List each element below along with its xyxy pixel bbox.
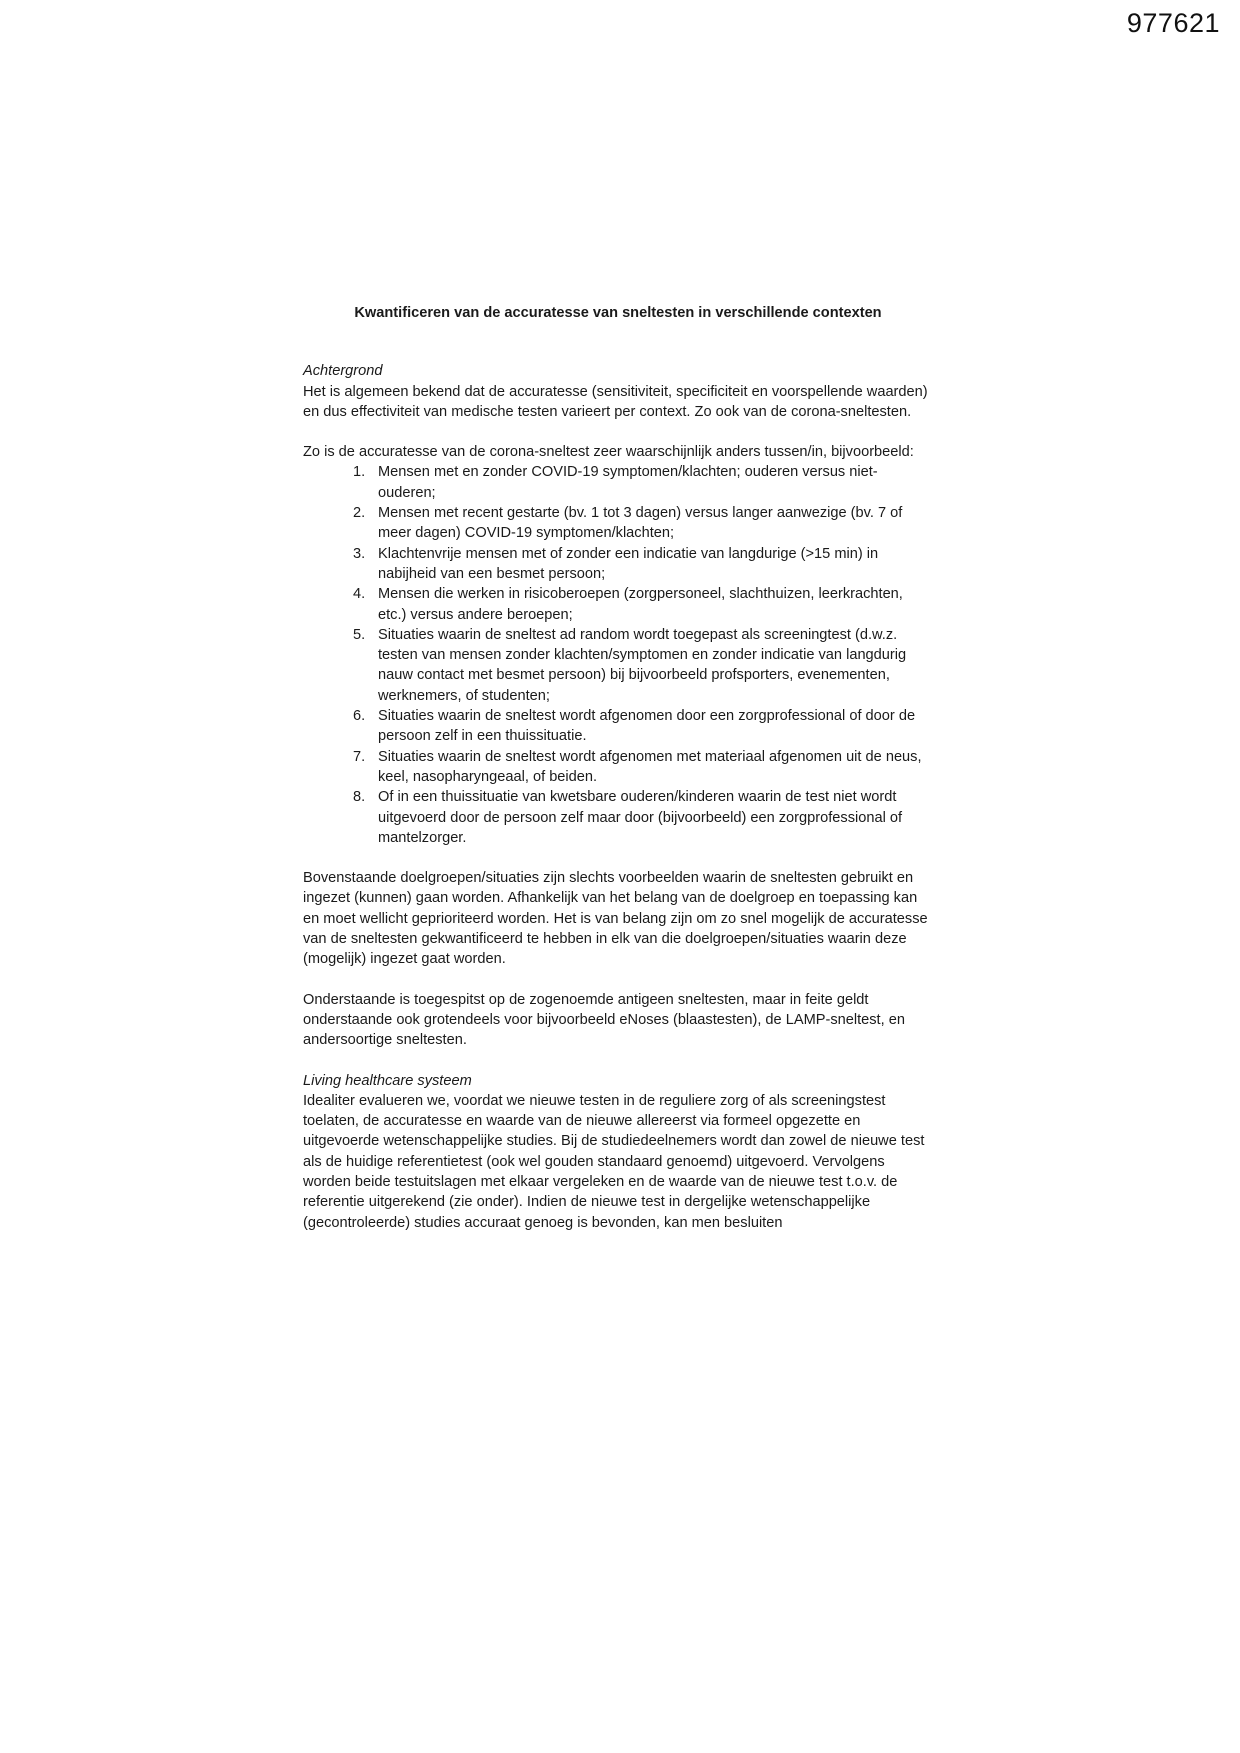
list-item-number: 1.: [353, 464, 366, 481]
paragraph-antigeen: Onderstaande is toegespitst op de zogenoemde antigeen sneltesten, maar in feite geldt onderstaande ook grotendeels voor bijvoorbeeld eNoses (blaastesten), de LAMP-sneltest, en andersoortige sneltesten.: [303, 991, 905, 1049]
list-item-number: 8.: [353, 789, 366, 806]
list-item: [303, 706, 933, 747]
section-heading-living-healthcare: Living healthcare systeem: [303, 1072, 472, 1089]
list-item-number: 5.: [353, 626, 366, 643]
list-item: [303, 787, 933, 848]
document-id: 977621: [1126, 8, 1220, 38]
document-body: [303, 303, 933, 1233]
list-item-text: Situaties waarin de sneltest wordt afgenomen door een zorgprofessional of door de persoon zelf in een thuissituatie.: [378, 708, 916, 745]
list-item-number: 4.: [353, 586, 366, 603]
list-item: [303, 747, 933, 788]
list-item-text: Situaties waarin de sneltest wordt afgenomen met materiaal afgenomen uit de neus, keel, nasopharyngeaal, of beiden.: [378, 748, 922, 785]
list-item: [303, 503, 933, 544]
list-item-number: 7.: [353, 748, 366, 765]
numbered-list: [303, 462, 933, 848]
list-item: [303, 544, 933, 585]
list-item-text: Situaties waarin de sneltest ad random wordt toegepast als screeningtest (d.w.z. testen van mensen zonder klachten/symptomen en zonder indicatie van langdurig nauw contact met besmet persoon) bij bijvoorbeeld profsporters, evenementen, werknemers, of studenten;: [378, 626, 907, 704]
list-intro: Zo is de accuratesse van de corona-sneltest zeer waarschijnlijk anders tussen/in, bijvoorbeeld:: [303, 444, 914, 461]
list-item-number: 6.: [353, 708, 366, 725]
list-item: [303, 584, 933, 625]
list-item-text: Of in een thuissituatie van kwetsbare ouderen/kinderen waarin de test niet wordt uitgevoerd door de persoon zelf maar door (bijvoorbeeld) een zorgprofessional of mantelzorger.: [378, 789, 903, 846]
paragraph-living-healthcare: Idealiter evalueren we, voordat we nieuwe testen in de reguliere zorg of als screeningstest toelaten, de accuratesse en waarde van de nieuwe allereerst via formeel opgezette en uitgevoerde wetenschappelijke studies. Bij de studiedeelnemers wordt dan zowel de nieuwe test als de huidige referentietest (ook wel gouden standaard genoemd) uitgevoerd. Vervolgens worden beide testuitslagen met elkaar vergeleken en de waarde van de nieuwe test t.o.v. de referentie uitgerekend (zie onder). Indien de nieuwe test in dergelijke wetenschappelijke (gecontroleerde) studies accuraat genoeg is bevonden, kan men besluiten: [303, 1092, 925, 1231]
list-item-text: Mensen met en zonder COVID-19 symptomen/klachten; ouderen versus niet-ouderen;: [378, 464, 878, 501]
list-item-text: Mensen met recent gestarte (bv. 1 tot 3 dagen) versus langer aanwezige (bv. 7 of meer dagen) COVID-19 symptomen/klachten;: [378, 505, 903, 542]
list-item-number: 2.: [353, 505, 366, 522]
paragraph-achtergrond: Het is algemeen bekend dat de accuratesse (sensitiviteit, specificiteit en voorspellende waarden) en dus effectiviteit van medische testen varieert per context. Zo ook van de corona-sneltesten.: [303, 383, 928, 420]
list-item: [303, 625, 933, 706]
list-item-text: Klachtenvrije mensen met of zonder een indicatie van langdurige (>15 min) in nabijheid van een besmet persoon;: [378, 545, 879, 582]
section-heading-achtergrond: Achtergrond: [303, 363, 383, 380]
list-item-number: 3.: [353, 545, 366, 562]
list-item-text: Mensen die werken in risicoberoepen (zorgpersoneel, slachthuizen, leerkrachten, etc.) versus andere beroepen;: [378, 586, 903, 623]
list-item: [303, 462, 933, 503]
document-title: Kwantificeren van de accuratesse van sneltesten in verschillende contexten: [354, 305, 882, 321]
paragraph-doelgroepen: Bovenstaande doelgroepen/situaties zijn slechts voorbeelden waarin de sneltesten gebruikt en ingezet (kunnen) gaan worden. Afhankelijk van het belang van de doelgroep en toepassing kan en moet wellicht geprioriteerd worden. Het is van belang zijn om zo snel mogelijk de accuratesse van de sneltesten gekwantificeerd te hebben in elk van die doelgroepen/situaties waarin deze (mogelijk) ingezet gaat worden.: [303, 870, 928, 968]
